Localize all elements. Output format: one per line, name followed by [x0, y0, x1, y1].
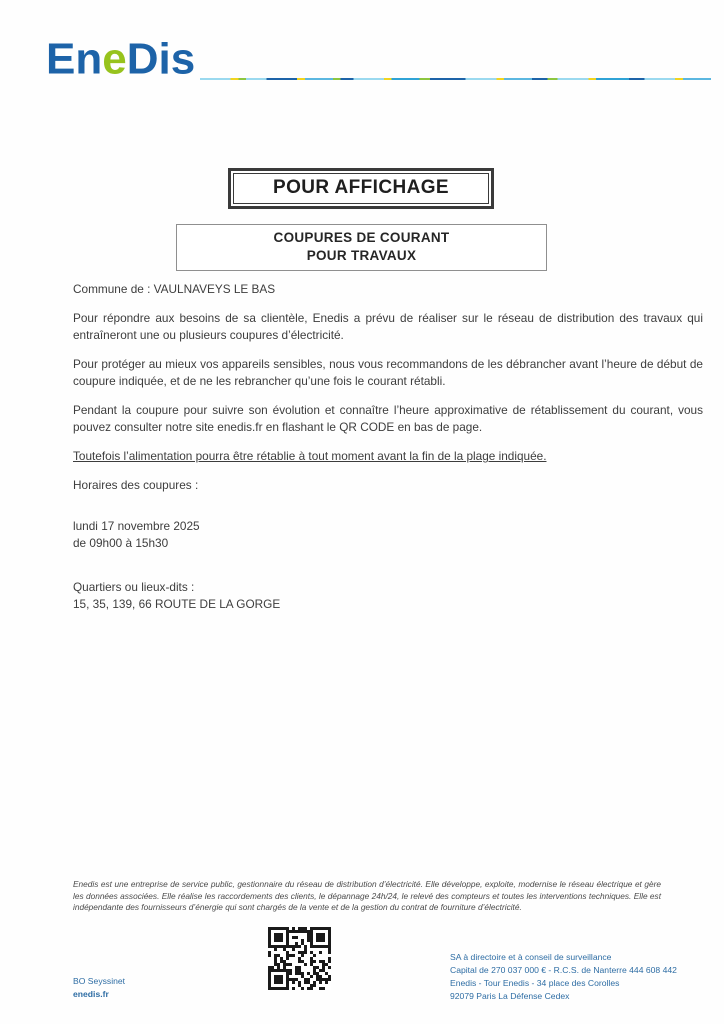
- schedule-block: [73, 518, 703, 552]
- footer-capital: Capital de 270 037 000 € - R.C.S. de Nanterre 444 608 442: [450, 965, 677, 975]
- footer-office: BO Seyssinet: [73, 976, 126, 986]
- footer-address-line1: Enedis - Tour Enedis - 34 place des Corolles: [450, 978, 620, 988]
- logo-text-green: e: [102, 35, 127, 84]
- paragraph-works: Pour répondre aux besoins de sa clientèle, Enedis a prévu de réaliser sur le réseau de distribution des travaux qui entraîneront une ou plusieurs coupures d’électricité.: [73, 311, 703, 342]
- paragraph-qr-info: Pendant la coupure pour suivre son évolution et connaître l’heure approximative de rétablissement du courant, vous pouvez consulter notre site enedis.fr en flashant le QR CODE en bas de page.: [73, 403, 703, 434]
- pour-affichage-stamp: [228, 168, 494, 209]
- legal-fine-print: Enedis est une entreprise de service public, gestionnaire du réseau de distribution d’électricité. Elle développe, exploite, modernise le réseau électrique et gère les données associées. Elle réalise les raccordements des clients, le dépannage 24h/24, le relevé des compteurs et toutes les interventions techniques. Elle est indépendante des fournisseurs d’énergie qui sont chargés de la vente et de la gestion du contrat de fourniture d’électricité.: [73, 879, 661, 912]
- pour-affichage-label: POUR AFFICHAGE: [233, 173, 489, 204]
- notice-body: [73, 281, 703, 613]
- footer-legal-address-block: [450, 951, 677, 1003]
- brand-divider-line: [200, 78, 711, 80]
- notice-title-box: [176, 224, 547, 271]
- footer-website: enedis.fr: [73, 989, 109, 999]
- commune-line: Commune de : VAULNAVEYS LE BAS: [73, 282, 276, 296]
- notice-title-line1: COUPURES DE COURANT: [273, 230, 450, 245]
- footer-left-block: [73, 975, 125, 1001]
- notice-title-line2: POUR TRAVAUX: [306, 248, 417, 263]
- enedis-logo: [46, 35, 196, 84]
- qr-code-icon: [268, 927, 331, 990]
- qr-code: [268, 927, 331, 990]
- paragraph-restore-notice: [73, 448, 703, 465]
- logo-text-blue-2: Dis: [126, 35, 196, 84]
- paragraph-appliances: Pour protéger au mieux vos appareils sensibles, nous vous recommandons de les débrancher avant l’heure de début de coupure indiquée, et de ne les rebrancher qu’une fois le courant rétabli.: [73, 357, 703, 388]
- footer-address-line2: 92079 Paris La Défense Cedex: [450, 991, 570, 1001]
- horaires-label: Horaires des coupures :: [73, 478, 199, 492]
- quartiers-value: 15, 35, 139, 66 ROUTE DE LA GORGE: [73, 597, 281, 611]
- quartiers-label: Quartiers ou lieux-dits :: [73, 580, 195, 594]
- logo-text-blue-1: En: [46, 35, 103, 84]
- schedule-date: lundi 17 novembre 2025: [73, 519, 200, 533]
- schedule-time: de 09h00 à 15h30: [73, 536, 169, 550]
- quartiers-block: [73, 579, 703, 613]
- restore-notice-underlined: Toutefois l’alimentation pourra être rétablie à tout moment avant la fin de la plage indiquée.: [73, 449, 547, 463]
- footer-company-form: SA à directoire et à conseil de surveillance: [450, 952, 612, 962]
